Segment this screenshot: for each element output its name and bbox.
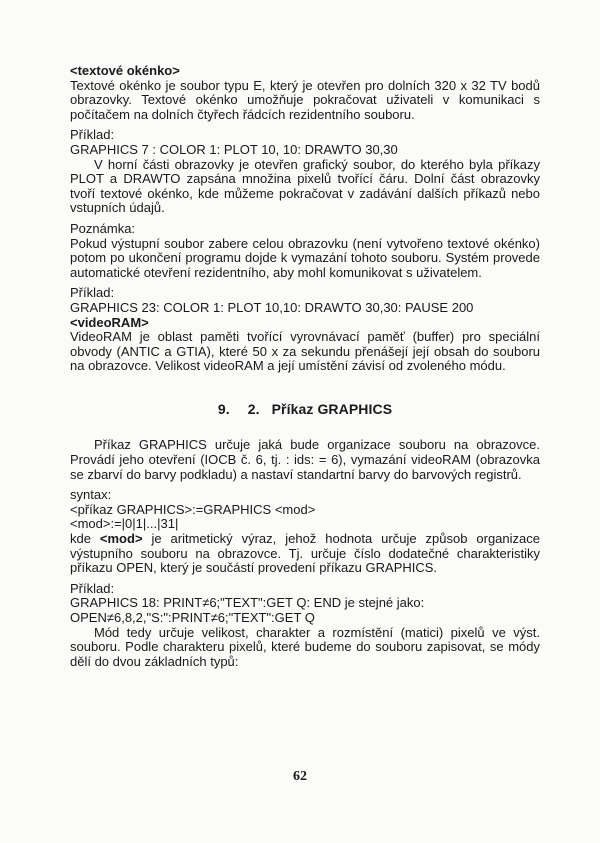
section-graphics [70, 438, 540, 669]
example-code: GRAPHICS 7 : COLOR 1: PLOT 10, 10: DRAWTO 30,30 [70, 141, 398, 157]
textove-okenko-heading: <textové okénko> [70, 63, 180, 78]
chapter-number-major: 9. [217, 400, 230, 417]
mod-description [70, 532, 540, 576]
example2-code: GRAPHICS 23: COLOR 1: PLOT 10,10: DRAWTO 30,30: PAUSE 200 [70, 299, 474, 315]
example2-label: Příklad: [70, 285, 115, 301]
section-textove-okenko [70, 64, 540, 316]
syntax-line-1: <příkaz GRAPHICS>:=GRAPHICS <mod> [70, 501, 316, 517]
textove-okenko-body: Textové okénko je soubor typu E, který je otevřen pro dolních 320 x 32 TV bodů obrazovky. Textové okénko umožňuje pokračovat uživateli v komunikaci s počítačem na dolních čtyřech řádcích rezidentního souboru. [70, 77, 540, 122]
mod-description-rest: je aritmetický výraz, jehož hodnota určuje způsob organizace výstupního souboru na obrazovce. Tj. určuje číslo dodatečné charakteristiky příkazu OPEN, který je součástí provedení příkazu GRAPHICS. [70, 531, 540, 576]
videoram-heading: <videoRAM> [70, 314, 149, 330]
syntax-line-2: <mod>:=|0|1|...|31| [70, 516, 179, 532]
chapter-heading [70, 402, 540, 417]
mod-term: <mod> [99, 531, 143, 547]
graphics-example-line-2: OPEN≠6,8,2,"S:":PRINT≠6;"TEXT":GET Q [70, 610, 315, 625]
example-label: Příklad: [70, 127, 115, 143]
syntax-label: syntax: [70, 487, 112, 503]
videoram-body: VideoRAM je oblast paměti tvořící vyrovnávací paměť (buffer) pro speciální obvody (ANTIC a GTIA), které 50 x za sekundu přenášejí její obsah do souboru na obrazovce. Velikost videoRAM a její umístění závisí od zvoleného módu. [70, 329, 540, 374]
chapter-title: Příkaz GRAPHICS [271, 400, 393, 417]
page-content [70, 64, 540, 675]
note-label: Poznámka: [70, 220, 136, 236]
graphics-intro: Příkaz GRAPHICS určuje jaká bude organizace souboru na obrazovce. Provádí jeho otevření (IOCB č. 6, tj. : ids: = 6), vymazání videoRAM (obrazovka se zbarví do barvy podkladu) a nastaví standartní barvy do barvových registrů. [70, 437, 540, 482]
section-videoram [70, 316, 540, 374]
mod-description-prefix: kde [70, 531, 100, 547]
note-body: Pokud výstupní soubor zabere celou obrazovku (není vytvořeno textové okénko) potom po ukončení programu dojde k vymazání tohoto souboru. Systém provede automatické otevření rezidentního, aby mohl komunikovat s uživatelem. [70, 235, 540, 280]
chapter-number-minor: 2. [247, 400, 260, 417]
graphics-example-line-1: GRAPHICS 18: PRINT≠6;"TEXT":GET Q: END je stejné jako: [70, 595, 425, 611]
graphics-example-label: Příklad: [70, 580, 115, 596]
page-number: 62 [293, 769, 307, 784]
graphics-closing: Mód tedy určuje velikost, charakter a rozmístění (matici) pixelů ve výst. souboru. Podle charakteru pixelů, které budeme do souboru zapisovat, se módy dělí do dvou základních typů: [70, 624, 540, 669]
example-explanation: V horní části obrazovky je otevřen grafický soubor, do kterého byla příkazy PLOT a DRAWTO zapsána množina pixelů tvořící čáru. Dolní část obrazovky tvoří textové okénko, kde můžeme pokračovat v zadávání dalších příkazů nebo vstupních údajů. [70, 156, 540, 216]
